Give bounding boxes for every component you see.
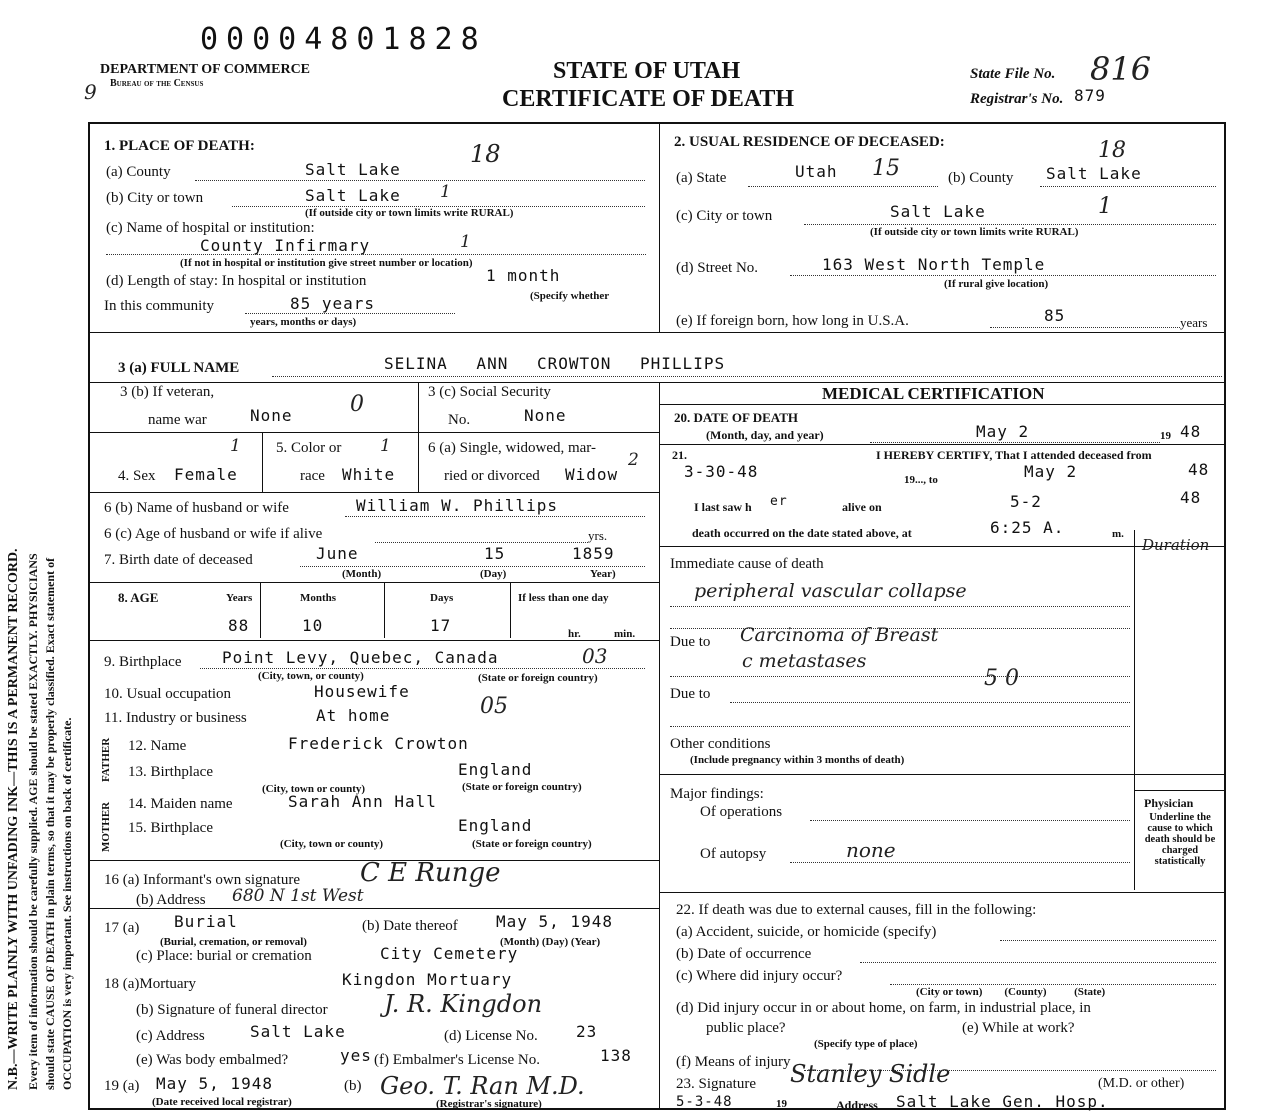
birthplace-state-note: (State or foreign country): [478, 672, 598, 684]
alive-label: alive on: [842, 500, 882, 514]
res-years-label: years: [1180, 315, 1208, 330]
mortuary-address-label: (c) Address: [136, 1028, 205, 1044]
mother-state-note: (State or foreign country): [472, 838, 592, 850]
war-label: name war: [148, 412, 207, 428]
age-hr: hr.: [568, 628, 581, 640]
death-county-code: 18: [470, 140, 501, 168]
marital-label-2: ried or divorced: [444, 468, 540, 484]
hospital-code: 1: [460, 232, 471, 252]
father-name-label: 12. Name: [128, 738, 187, 754]
operations-label: Of operations: [700, 804, 783, 820]
ss-no-label: No.: [448, 412, 471, 428]
res-foreign: 85: [1044, 306, 1066, 325]
license-value: 23: [576, 1022, 598, 1041]
certificate-number: 00004801828: [200, 22, 487, 57]
war-value: None: [250, 406, 293, 425]
director-label: (b) Signature of funeral director: [136, 1002, 328, 1018]
m-label: m.: [1112, 528, 1124, 540]
mortuary-address: Salt Lake: [250, 1022, 346, 1041]
age-min: min.: [614, 628, 636, 640]
while-work-label: (e) While at work?: [962, 1020, 1075, 1036]
marital-code: 2: [628, 450, 639, 470]
burial-place: City Cemetery: [380, 944, 519, 963]
death-city-note: (If outside city or town limits write RURAL): [305, 207, 514, 219]
race-label: race: [300, 468, 325, 484]
major-findings-label: Major findings:: [670, 786, 764, 802]
cause-code-mark: 5 0: [984, 666, 1019, 691]
state-file-number: 816: [1090, 50, 1152, 88]
embalmed-value: yes: [340, 1046, 372, 1065]
marital-value: Widow: [565, 465, 619, 484]
death-city-code: 1: [440, 182, 451, 202]
embalmed-label: (e) Was body embalmed?: [136, 1052, 289, 1068]
age-label: 8. AGE: [118, 590, 159, 605]
burial-place-label: (c) Place: burial or cremation: [136, 948, 312, 964]
birth-year: 1859: [572, 544, 615, 563]
margin-note-3: should state CAUSE OF DEATH in plain terms, so that it may be properly classified. Exact statement of: [43, 557, 57, 1090]
informant-sig-label: 16 (a) Informant's own signature: [104, 872, 300, 888]
birth-month-note: (Month): [342, 568, 382, 580]
mother-name-label: 14. Maiden name: [128, 796, 233, 812]
birth-day-note: (Day): [480, 568, 507, 580]
embalmer-label: (f) Embalmer's License No.: [374, 1052, 540, 1068]
mother-bp-label: 15. Birthplace: [128, 820, 213, 836]
license-label: (d) License No.: [444, 1028, 538, 1044]
registrar-sig-note: (Registrar's signature): [436, 1098, 542, 1110]
father-city-note: (City, town or county): [262, 783, 366, 795]
stay-specify: (Specify whether: [530, 290, 610, 302]
res-street: 163 West North Temple: [822, 255, 1046, 274]
attended-from: 3-30-48: [684, 462, 759, 481]
certify-text: I HEREBY CERTIFY, That I attended deceased from: [876, 448, 1152, 462]
father-name: Frederick Crowton: [288, 734, 469, 753]
res-city: Salt Lake: [890, 202, 986, 221]
sex-label: 4. Sex: [118, 468, 156, 484]
autopsy-label: Of autopsy: [700, 846, 767, 862]
birthplace-value: Point Levy, Quebec, Canada: [222, 648, 499, 667]
res-county: Salt Lake: [1046, 164, 1142, 183]
death-county: Salt Lake: [305, 160, 401, 179]
spouse-age-label: 6 (c) Age of husband or wife if alive: [104, 526, 323, 542]
birthplace-city-note: (City, town, or county): [258, 670, 364, 682]
dept-name: DEPARTMENT OF COMMERCE: [100, 62, 311, 77]
signature-address: Salt Lake Gen. Hosp.: [896, 1092, 1109, 1111]
accident-label: (a) Accident, suicide, or homicide (specify): [676, 924, 937, 940]
ss-value: None: [524, 406, 567, 425]
age-years-col: Years: [226, 592, 253, 604]
residence-heading: 2. USUAL RESIDENCE OF DECEASED:: [674, 134, 945, 150]
res-county-label: (b) County: [948, 170, 1014, 186]
community-note: years, months or days): [250, 316, 357, 328]
age-less-day: If less than one day: [518, 592, 609, 604]
industry-value: At home: [316, 706, 391, 725]
informant-address-label: (b) Address: [136, 892, 206, 908]
res-city-label: (c) City or town: [676, 208, 773, 224]
father-bp: England: [458, 760, 533, 779]
embalmer-value: 138: [600, 1046, 632, 1065]
hospital-name: County Infirmary: [200, 236, 371, 255]
public-label: public place?: [706, 1020, 786, 1036]
mother-side-label: MOTHER: [100, 801, 112, 852]
burial-type-note: (Burial, cremation, or removal): [160, 936, 307, 948]
occupation-value: Housewife: [314, 682, 410, 701]
death-city-label: (b) City or town: [106, 190, 204, 206]
hospital-label: (c) Name of hospital or institution:: [106, 220, 315, 236]
race-code: 1: [380, 436, 391, 456]
age-days-col: Days: [430, 592, 454, 604]
burial-type: Burial: [174, 912, 238, 931]
registrar-label: Registrar's No.: [970, 91, 1064, 107]
father-side-label: FATHER: [100, 737, 112, 782]
community-label: In this community: [104, 298, 214, 314]
certificate-title: CERTIFICATE OF DEATH: [502, 86, 795, 112]
birth-month: June: [316, 544, 359, 563]
death-county-label: (a) County: [106, 164, 171, 180]
war-code: 0: [350, 392, 364, 417]
sex-value: Female: [174, 465, 238, 484]
mother-bp: England: [458, 816, 533, 835]
medical-heading: MEDICAL CERTIFICATION: [822, 384, 1045, 403]
industry-code: 05: [480, 694, 508, 719]
immediate-cause-label: Immediate cause of death: [670, 556, 824, 572]
res-state-code: 15: [872, 156, 900, 181]
margin-note-4: OCCUPATION is very important. See instructions on back of certificate.: [60, 717, 74, 1090]
birth-day: 15: [484, 544, 506, 563]
burial-date-label: (b) Date thereof: [362, 918, 458, 934]
full-name: SELINA ANN CROWTON PHILLIPS: [384, 354, 726, 373]
res-city-note: (If outside city or town limits write RURAL): [870, 226, 1079, 238]
registrar-number: 879: [1074, 86, 1106, 105]
external-heading: 22. If death was due to external causes, fill in the following:: [676, 902, 1037, 918]
industry-label: 11. Industry or business: [104, 710, 247, 726]
signature-date: 5-3-48: [676, 1094, 733, 1110]
physician-note: Underline the cause to which death should be charged statistically: [1144, 812, 1216, 867]
death-year-prefix: 19: [1160, 430, 1171, 442]
registrar-signature: Geo. T. Ran M.D.: [380, 1072, 585, 1100]
occurred-label: death occurred on the date stated above, at: [692, 526, 912, 540]
spouse-value: William W. Phillips: [356, 496, 559, 515]
autopsy-value: none: [846, 838, 896, 862]
physician-signature: Stanley Sidle: [790, 1060, 951, 1088]
burial-label: 17 (a): [104, 920, 140, 936]
duration-label: Duration: [1142, 536, 1210, 554]
burial-date: May 5, 1948: [496, 912, 613, 931]
age-days: 17: [430, 616, 452, 635]
color-label: 5. Color or: [276, 440, 342, 456]
birth-year-note: Year): [590, 568, 616, 580]
res-street-note: (If rural give location): [944, 278, 1049, 290]
informant-address: 680 N 1st West: [232, 886, 364, 906]
registrar-sig-label: (b): [344, 1078, 362, 1094]
last-saw-date: 5-2: [1010, 492, 1042, 511]
stay-label: (d) Length of stay: In hospital or institution: [106, 273, 367, 289]
res-foreign-label: (e) If foreign born, how long in U.S.A.: [676, 313, 909, 329]
birthplace-code: 03: [582, 644, 608, 668]
certify-num: 21.: [672, 448, 687, 462]
occupation-label: 10. Usual occupation: [104, 686, 232, 702]
mother-name: Sarah Ann Hall: [288, 792, 437, 811]
race-value: White: [342, 465, 396, 484]
director-signature: J. R. Kingdon: [384, 990, 543, 1018]
sex-code: 1: [230, 436, 241, 456]
margin-mark: 9: [84, 80, 97, 104]
informant-signature: C E Runge: [360, 858, 501, 888]
age-months: 10: [302, 616, 324, 635]
burial-date-note: (Month) (Day) (Year): [500, 936, 601, 948]
occurrence-date-label: (b) Date of occurrence: [676, 946, 812, 962]
means-label: (f) Means of injury: [676, 1054, 791, 1070]
death-year: 48: [1180, 422, 1202, 441]
last-saw-her: er: [770, 494, 788, 509]
age-years: 88: [228, 616, 250, 635]
received-note: (Date received local registrar): [152, 1096, 292, 1108]
ss-label: 3 (c) Social Security: [428, 384, 551, 400]
father-state-note: (State or foreign country): [462, 781, 582, 793]
specify-note: (Specify type of place): [814, 1038, 918, 1050]
due-to-1: Carcinoma of Breast: [740, 624, 939, 646]
res-county-code: 18: [1098, 138, 1126, 163]
birthplace-label: 9. Birthplace: [104, 654, 182, 670]
mortuary-label: 18 (a)Mortuary: [104, 976, 197, 992]
birth-label: 7. Birth date of deceased: [104, 552, 253, 568]
death-date-label: 20. DATE OF DEATH: [674, 410, 798, 425]
attended-to-label: 19..., to: [904, 474, 938, 486]
md-label: (M.D. or other): [1098, 1076, 1185, 1091]
stay-value: 1 month: [486, 266, 561, 285]
margin-note-2: Every item of information should be carefully supplied. AGE should be stated EXACTLY. PHYSICIANS: [26, 553, 40, 1090]
yrs-label: yrs.: [588, 528, 608, 543]
place-of-death-heading: 1. PLACE OF DEATH:: [104, 138, 255, 154]
where-label: (c) Where did injury occur?: [676, 968, 843, 984]
death-date-note: (Month, day, and year): [706, 428, 824, 442]
state-file-label: State File No.: [970, 66, 1056, 82]
last-saw-year: 48: [1180, 488, 1202, 507]
last-saw-label: I last saw h: [694, 500, 752, 514]
attended-year: 48: [1188, 460, 1210, 479]
other-conditions-note: (Include pregnancy within 3 months of death): [690, 754, 905, 766]
due-to-2-label: Due to: [670, 686, 711, 702]
mother-city-note: (City, town or county): [280, 838, 384, 850]
received-date: May 5, 1948: [156, 1074, 273, 1093]
signature-year-label: 19: [776, 1098, 787, 1110]
res-city-code: 1: [1098, 194, 1112, 219]
margin-note-1: N.B.—WRITE PLAINLY WITH UNFADING INK—THIS IS A PERMANENT RECORD.: [6, 548, 21, 1090]
community-value: 85 years: [290, 294, 376, 313]
death-time: 6:25 A.: [990, 518, 1065, 537]
due-to-1b: c metastases: [742, 650, 867, 672]
spouse-label: 6 (b) Name of husband or wife: [104, 500, 289, 516]
received-label: 19 (a): [104, 1078, 140, 1094]
full-name-label: 3 (a) FULL NAME: [118, 360, 240, 376]
attended-to: May 2: [1024, 462, 1078, 481]
res-state-label: (a) State: [676, 170, 727, 186]
due-to-1-label: Due to: [670, 634, 711, 650]
death-city: Salt Lake: [305, 186, 401, 205]
death-date: May 2: [976, 422, 1030, 441]
signature-address-label: Address: [836, 1098, 878, 1112]
veteran-label: 3 (b) If veteran,: [120, 384, 215, 400]
signature-label: 23. Signature: [676, 1076, 756, 1092]
state-title: STATE OF UTAH: [553, 58, 741, 84]
age-months-col: Months: [300, 592, 337, 604]
hospital-note: (If not in hospital or institution give street number or location): [180, 257, 473, 269]
marital-label-1: 6 (a) Single, widowed, mar-: [428, 440, 596, 456]
res-state: Utah: [795, 162, 838, 181]
home-label: (d) Did injury occur in or about home, on farm, in industrial place, in: [676, 1000, 1091, 1016]
res-street-label: (d) Street No.: [676, 260, 759, 276]
immediate-cause: peripheral vascular collapse: [694, 580, 967, 602]
physician-note-title: Physician: [1144, 796, 1194, 810]
mortuary-name: Kingdon Mortuary: [342, 970, 513, 989]
bureau-name: Bureau of the Census: [110, 78, 204, 89]
father-bp-label: 13. Birthplace: [128, 764, 213, 780]
other-conditions-label: Other conditions: [670, 736, 771, 752]
where-note: (City or town) (County) (State): [916, 986, 1106, 998]
